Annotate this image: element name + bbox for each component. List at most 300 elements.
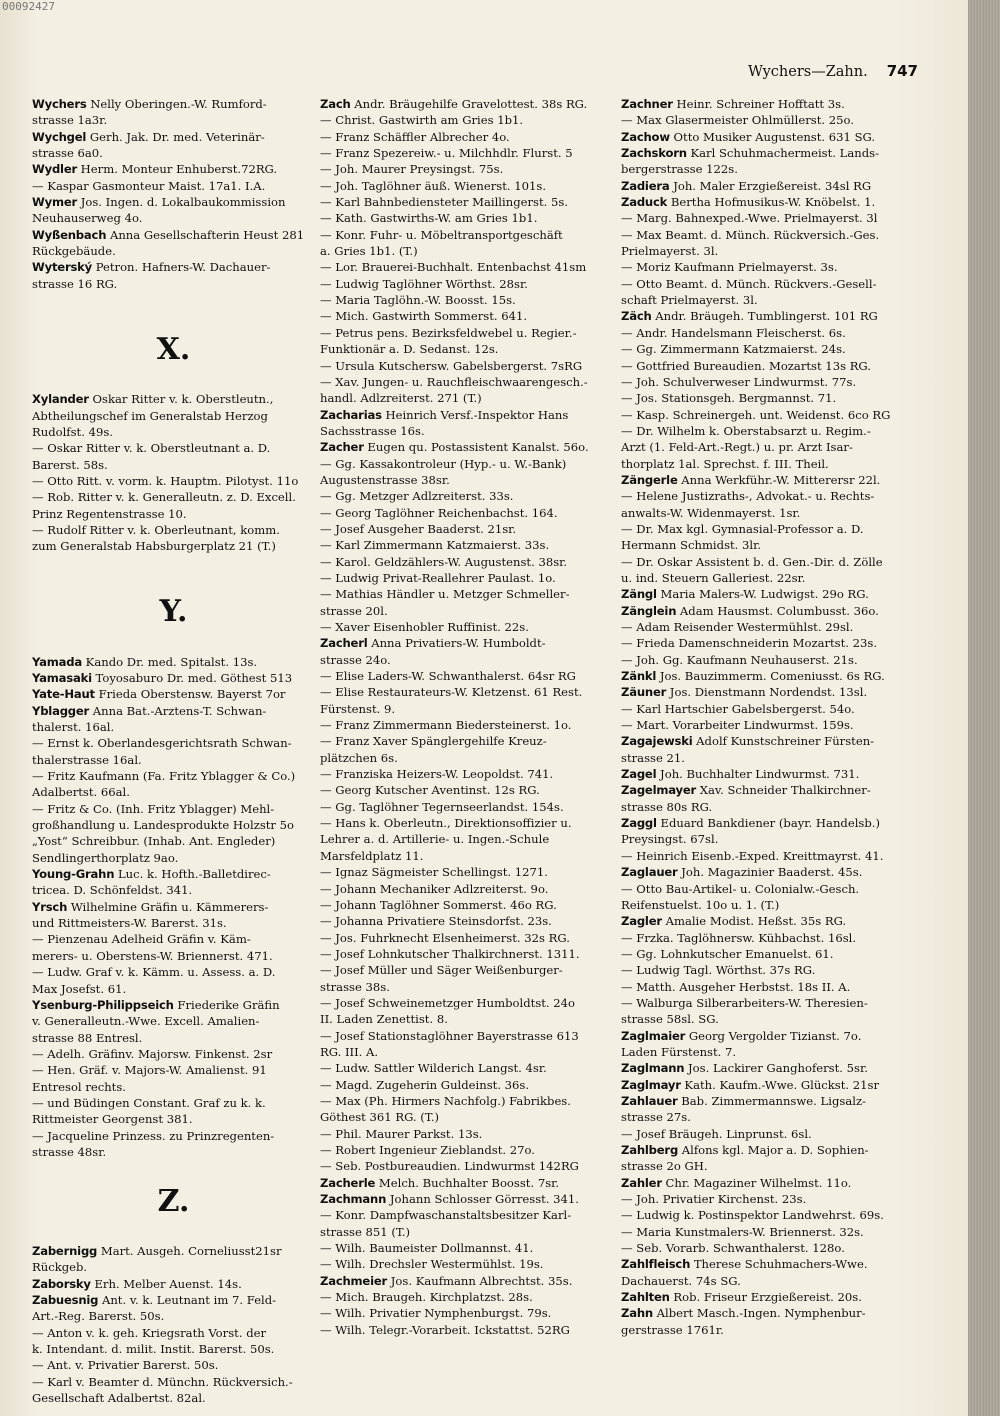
entry-line <box>32 1062 315 1078</box>
entry-line <box>320 505 613 521</box>
directory-entry <box>621 1028 918 1044</box>
entry-text: strasse 2o GH. <box>621 1159 708 1174</box>
spacer <box>32 308 315 324</box>
entry-text: Lehrer a. d. Artillerie- u. Ingen.-Schule <box>320 832 550 847</box>
entry-line <box>32 506 315 522</box>
spacer <box>32 375 315 391</box>
entry-text: zum Generalstab Habsburgerplatz 21 (T.) <box>32 539 276 554</box>
entry-text: strasse 24o. <box>320 652 391 667</box>
entry-text: — Ursula Kutschersw. Gabelsbergerst. 7sRG <box>320 358 583 373</box>
entry-text: — Seb. Postbureaudien. Lindwurmst 142RG <box>320 1159 579 1174</box>
entry-line <box>621 374 918 390</box>
directory-entry <box>621 1289 918 1305</box>
entry-line <box>32 752 315 768</box>
entry-line <box>621 1011 918 1027</box>
entry-text: tricea. D. Schönfeldst. 341. <box>32 883 193 898</box>
entry-text: — Gg. Taglöhner Tegernseerlandst. 154s. <box>320 799 564 814</box>
entry-text: gerstrasse 1761r. <box>621 1322 724 1337</box>
entry-text: — Kaspar Gasmonteur Maist. 17a1. I.A. <box>32 178 266 193</box>
entry-text: — Franz Spezereiw.- u. Milchhdlr. Flurst. 5 <box>320 146 573 161</box>
entry-text: Nelly Oberingen.-W. Rumford- <box>86 97 267 111</box>
entry-surname: Yrsch <box>32 899 68 914</box>
spacer <box>32 1227 315 1243</box>
entry-text: — Maria Kunstmalers-W. Briennerst. 32s. <box>621 1224 864 1239</box>
entry-line <box>320 930 613 946</box>
entry-line <box>32 178 315 194</box>
entry-text: Toyosaburo Dr. med. Göthest 513 <box>91 670 293 685</box>
entry-text: Joh. Buchhalter Lindwurmst. 731. <box>656 767 860 782</box>
entry-line <box>320 1256 613 1272</box>
entry-line <box>621 979 918 995</box>
entry-line <box>32 915 315 931</box>
entry-surname: Wydler <box>32 162 77 177</box>
entry-line <box>621 1191 918 1207</box>
entry-surname: Zabernigg <box>32 1243 98 1258</box>
entry-line <box>32 522 315 538</box>
entry-line <box>32 964 315 980</box>
entry-line <box>621 619 918 635</box>
spacer <box>32 292 315 308</box>
entry-text: — Mathias Händler u. Metzger Schmeller- <box>320 587 570 602</box>
entry-line <box>320 276 613 292</box>
directory-entry <box>32 654 315 670</box>
entry-text: — Hans k. Oberleutn., Direktionsoffizier u. <box>320 816 572 831</box>
entry-text: strasse 80s RG. <box>621 799 713 814</box>
entry-text: k. Intendant. d. milit. Instit. Barerst. 50s. <box>32 1342 275 1357</box>
entry-line <box>320 1060 613 1076</box>
entry-surname: Zacharias <box>320 407 382 422</box>
entry-text: Prielmayerst. 3l. <box>621 244 719 259</box>
entry-line <box>320 488 613 504</box>
directory-entry <box>621 733 918 749</box>
entry-line <box>320 864 613 880</box>
entry-line <box>320 1207 613 1223</box>
directory-entry <box>32 686 315 702</box>
entry-surname: Zaduck <box>621 195 668 210</box>
entry-line <box>621 946 918 962</box>
entry-line <box>32 408 315 424</box>
entry-surname: Zahlberg <box>621 1143 679 1157</box>
entry-line <box>621 635 918 651</box>
entry-surname: Yamada <box>32 654 82 669</box>
entry-text: — Dr. Oskar Assistent b. d. Gen.-Dir. d. Zölle <box>621 554 883 569</box>
entry-line <box>32 145 315 161</box>
entry-text: — Josef Ausgeher Baaderst. 21sr. <box>320 521 517 536</box>
entry-surname: Zachmeier <box>320 1273 388 1288</box>
entry-text: großhandlung u. Landesprodukte Holzstr 5o <box>32 818 295 833</box>
entry-text: Jos. Bauzimmerm. Comeniusst. 6s RG. <box>656 669 885 684</box>
entry-text: — Joh. Gg. Kaufmann Neuhauserst. 21s. <box>621 652 858 667</box>
entry-text: — Johann Mechaniker Adlzreiterst. 9o. <box>320 881 549 896</box>
entry-text: Heinrich Versf.-Inspektor Hans <box>381 407 569 422</box>
directory-entry <box>32 161 315 177</box>
directory-entry <box>621 1175 918 1191</box>
entry-surname: Zagler <box>621 914 662 929</box>
entry-text: — Fritz & Co. (Inh. Fritz Yblagger) Mehl- <box>32 801 275 816</box>
entry-line <box>621 1207 918 1223</box>
entry-text: — Frzka. Taglöhnersw. Kühbachst. 16sl. <box>621 930 857 945</box>
entry-text: — Josef Stationstaglöhner Bayerstrasse 613 <box>320 1028 579 1043</box>
entry-text: — Johann Taglöhner Sommerst. 46o RG. <box>320 897 557 912</box>
entry-line <box>320 815 613 831</box>
entry-text: — Karl Zimmermann Katzmaierst. 33s. <box>320 538 550 553</box>
entry-line <box>320 210 613 226</box>
entry-line <box>320 848 613 864</box>
entry-line <box>32 882 315 898</box>
entry-line <box>621 831 918 847</box>
entry-line <box>32 1013 315 1029</box>
entry-line <box>621 554 918 570</box>
entry-surname: Zagajewski <box>621 734 693 749</box>
entry-text: — Karl Bahnbediensteter Maillingerst. 5s. <box>320 195 569 210</box>
entry-line <box>621 701 918 717</box>
directory-entry <box>621 1256 918 1272</box>
directory-entry <box>621 1077 918 1093</box>
entry-text: Max Josefst. 61. <box>32 981 127 996</box>
entry-text: Joh. Maler Erzgießereist. 34sl RG <box>669 178 872 193</box>
entry-text: Arzt (1. Feld-Art.-Regt.) u. pr. Arzt Isar- <box>621 440 853 455</box>
entry-text: — Oskar Ritter v. k. Oberstleutnant a. D. <box>32 441 271 456</box>
entry-line <box>320 1158 613 1174</box>
entry-line <box>320 390 613 406</box>
entry-text: Anna Werkführ.-W. Mitterersr 22l. <box>677 472 881 487</box>
entry-line <box>320 341 613 357</box>
entry-line <box>320 1093 613 1109</box>
entry-text: — Wilh. Drechsler Westermühlst. 19s. <box>320 1257 544 1272</box>
entry-text: — Andr. Handelsmann Fleischerst. 6s. <box>621 325 846 340</box>
entry-text: thalerstrasse 16al. <box>32 752 142 767</box>
entry-line <box>32 801 315 817</box>
entry-text: — Christ. Gastwirth am Gries 1b1. <box>320 113 524 128</box>
entry-surname: Young-Grahn <box>32 867 115 882</box>
entry-text: — Mich. Gastwirth Sommerst. 641. <box>320 309 528 324</box>
entry-line <box>32 538 315 554</box>
directory-entry <box>32 1292 315 1308</box>
entry-text: — Walburga Silberarbeiters-W. Theresien- <box>621 995 868 1010</box>
directory-entry <box>32 129 315 145</box>
entry-text: Heinr. Schreiner Hofftatt 3s. <box>672 97 845 111</box>
scan-id: 00092427 <box>2 0 55 13</box>
entry-line <box>621 995 918 1011</box>
entry-text: Augustenstrasse 38sr. <box>320 472 450 487</box>
entry-text: — Helene Justizraths-, Advokat.- u. Rechts- <box>621 489 875 504</box>
entry-text: — Seb. Vorarb. Schwanthalerst. 128o. <box>621 1241 845 1256</box>
entry-line <box>320 570 613 586</box>
directory-entry <box>32 997 315 1013</box>
entry-surname: Zahn <box>621 1306 653 1321</box>
entry-surname: Yamasaki <box>32 670 92 685</box>
entry-line <box>320 1044 613 1060</box>
entry-line <box>32 210 315 226</box>
entry-line <box>320 325 613 341</box>
entry-line <box>32 243 315 259</box>
directory-entry <box>621 96 918 112</box>
entry-text: — Anton v. k. geh. Kriegsrath Vorst. der <box>32 1325 267 1340</box>
entry-surname: Xylander <box>32 392 89 407</box>
entry-line <box>621 1240 918 1256</box>
entry-text: — Ludwig k. Postinspektor Landwehrst. 69s. <box>621 1208 884 1223</box>
directory-entry <box>320 635 613 651</box>
column-right <box>621 96 918 1338</box>
entry-line <box>320 1077 613 1093</box>
entry-text: — Elise Laders-W. Schwanthalerst. 64sr RG <box>320 669 576 684</box>
entry-surname: Zänkl <box>621 669 657 684</box>
entry-text: — Ludw. Graf v. k. Kämm. u. Assess. a. D. <box>32 965 276 980</box>
directory-entry <box>621 472 918 488</box>
entry-text: — Ludwig Privat-Reallehrer Paulast. 1o. <box>320 570 556 585</box>
entry-line <box>320 308 613 324</box>
entry-text: „Yost“ Schreibbur. (Inhab. Ant. Engleder) <box>32 834 276 849</box>
spacer <box>32 571 315 587</box>
entry-line <box>320 668 613 684</box>
entry-line <box>621 1109 918 1125</box>
entry-text: Jos. Dienstmann Nordendst. 13sl. <box>666 685 868 700</box>
entry-line <box>320 537 613 553</box>
entry-text: — Ludw. Sattler Wilderich Langst. 4sr. <box>320 1061 547 1076</box>
entry-text: RG. III. A. <box>320 1044 379 1059</box>
directory-entry <box>621 194 918 210</box>
entry-line <box>32 1079 315 1095</box>
entry-line <box>320 799 613 815</box>
entry-text: Xav. Schneider Thalkirchner- <box>696 783 871 798</box>
entry-text: u. ind. Steuern Galleriest. 22sr. <box>621 570 806 585</box>
spacer <box>32 1160 315 1176</box>
entry-text: — Elise Restaurateurs-W. Kletzenst. 61 Rest. <box>320 685 583 700</box>
entry-text: Eduard Bankdiener (bayr. Handelsb.) <box>656 816 880 831</box>
column-middle <box>320 96 613 1338</box>
entry-line <box>621 292 918 308</box>
entry-text: Fürstenst. 9. <box>320 701 396 716</box>
entry-text: — Ernst k. Oberlandesgerichtsrath Schwan- <box>32 736 292 751</box>
entry-text: Karl Schuhmachermeist. Lands- <box>686 146 880 161</box>
entry-text: plätzchen 6s. <box>320 750 398 765</box>
entry-line <box>32 931 315 947</box>
section-letter: Z. <box>157 1183 190 1219</box>
entry-surname: Zagel <box>621 767 657 782</box>
entry-text: Bab. Zimmermannswe. Ligsalz- <box>677 1093 866 1108</box>
entry-text: Reifenstuelst. 10o u. 1. (T.) <box>621 897 780 912</box>
entry-text: a. Gries 1b1. (T.) <box>320 244 418 259</box>
entry-text: Frieda Oberstensw. Bayerst 7or <box>94 687 286 702</box>
entry-text: Funktionär a. D. Sedanst. 12s. <box>320 342 499 357</box>
entry-text: Anna Privatiers-W. Humboldt- <box>367 636 546 651</box>
entry-text: — Pienzenau Adelheid Gräfin v. Käm- <box>32 932 251 947</box>
entry-text: strasse 48sr. <box>32 1144 107 1159</box>
entry-text: — Robert Ingenieur Zieblandst. 27o. <box>320 1143 535 1157</box>
entry-text: Rückgeb. <box>32 1260 88 1275</box>
entry-text: thorplatz 1al. Sprechst. f. III. Theil. <box>621 456 829 471</box>
entry-line <box>320 946 613 962</box>
directory-entry <box>320 1273 613 1289</box>
directory-entry <box>32 670 315 686</box>
entry-line <box>32 1046 315 1062</box>
entry-surname: Ysenburg-Philippseich <box>32 997 174 1012</box>
entry-text: Prinz Regentenstrasse 10. <box>32 506 187 521</box>
entry-line <box>320 243 613 259</box>
entry-line <box>621 717 918 733</box>
entry-line <box>32 457 315 473</box>
entry-text: Rittmeister Georgenst 381. <box>32 1112 193 1127</box>
entry-text: Adalbertst. 66al. <box>32 785 130 800</box>
entry-line <box>621 1044 918 1060</box>
entry-text: — Konr. Fuhr- u. Möbeltransportgeschäft <box>320 227 563 242</box>
entry-text: Neuhauserweg 4o. <box>32 211 143 226</box>
entry-text: v. Generalleutn.-Wwe. Excell. Amalien- <box>32 1014 260 1029</box>
entry-surname: Wyßenbach <box>32 227 107 242</box>
entry-text: Petron. Hafners-W. Dachauer- <box>92 260 271 275</box>
entry-line <box>32 1341 315 1357</box>
entry-surname: Zängerle <box>621 472 678 487</box>
book-page-edges <box>968 0 1000 1416</box>
entry-line <box>32 1030 315 1046</box>
entry-line <box>32 1095 315 1111</box>
entry-surname: Zahlauer <box>621 1093 678 1108</box>
entry-text: merers- u. Oberstens-W. Briennerst. 471. <box>32 948 273 963</box>
entry-text: strasse 88 Entresl. <box>32 1030 143 1045</box>
entry-line <box>320 1028 613 1044</box>
entry-text: Georg Vergolder Tizianst. 7o. <box>685 1028 862 1043</box>
entry-line <box>320 962 613 978</box>
entry-surname: Zänglein <box>621 603 677 618</box>
entry-text: Sendlingerthorplatz 9ao. <box>32 850 179 865</box>
entry-line <box>32 948 315 964</box>
entry-line <box>320 766 613 782</box>
entry-line <box>32 850 315 866</box>
entry-line <box>32 1357 315 1373</box>
directory-entry <box>320 1175 613 1191</box>
directory-entry <box>32 899 315 915</box>
entry-text: strasse 6a0. <box>32 146 103 161</box>
directory-entry <box>32 703 315 719</box>
entry-text: — Gg. Zimmermann Katzmaierst. 24s. <box>621 342 846 357</box>
entry-surname: Zachow <box>621 129 670 144</box>
entry-text: strasse 851 (T.) <box>320 1224 411 1239</box>
entry-line <box>621 1158 918 1174</box>
entry-line <box>621 358 918 374</box>
directory-entry <box>621 1093 918 1109</box>
entry-line <box>320 259 613 275</box>
entry-text: Albert Masch.-Ingen. Nymphenbur- <box>652 1306 866 1321</box>
entry-line <box>32 1144 315 1160</box>
entry-line <box>320 701 613 717</box>
directory-entry <box>32 391 315 407</box>
entry-text: Kath. Kaufm.-Wwe. Glückst. 21sr <box>680 1077 880 1092</box>
directory-entry <box>320 439 613 455</box>
entry-line <box>320 750 613 766</box>
entry-surname: Zabuesnig <box>32 1293 99 1307</box>
entry-line <box>320 227 613 243</box>
entry-text: Bertha Hofmusikus-W. Knöbelst. 1. <box>667 195 876 210</box>
entry-line <box>320 979 613 995</box>
entry-line <box>320 603 613 619</box>
entry-text: Amalie Modist. Heßst. 35s RG. <box>661 914 847 929</box>
directory-entry <box>621 1142 918 1158</box>
entry-line <box>320 1109 613 1125</box>
entry-text: Entresol rechts. <box>32 1079 126 1094</box>
entry-surname: Zäch <box>621 309 652 324</box>
entry-line <box>621 456 918 472</box>
entry-text: — Joh. Privatier Kirchenst. 23s. <box>621 1192 807 1207</box>
directory-entry <box>621 1305 918 1321</box>
entry-line <box>621 161 918 177</box>
entry-text: — Joh. Maurer Preysingst. 75s. <box>320 162 504 177</box>
entry-text: — Heinrich Eisenb.-Exped. Kreittmayrst. 41. <box>621 848 884 863</box>
entry-surname: Zachmann <box>320 1192 387 1207</box>
entry-text: — Franz Schäffler Albrecher 4o. <box>320 129 510 144</box>
entry-line <box>320 717 613 733</box>
entry-surname: Wymer <box>32 195 78 210</box>
entry-text: Jos. Ingen. d. Lokalbaukommission <box>77 195 286 210</box>
entry-line <box>320 472 613 488</box>
entry-text: — Joh. Schulverweser Lindwurmst. 77s. <box>621 374 857 389</box>
entry-text: — Adam Reisender Westermühlst. 29sl. <box>621 620 854 634</box>
entry-line <box>320 684 613 700</box>
entry-text: — Josef Lohnkutscher Thalkirchnerst. 1311. <box>320 946 580 961</box>
entry-text: — Gg. Metzger Adlzreiterst. 33s. <box>320 489 514 504</box>
entry-line <box>32 489 315 505</box>
entry-line <box>32 719 315 735</box>
entry-text: thalerst. 16al. <box>32 720 115 734</box>
entry-line <box>32 1111 315 1127</box>
entry-text: — Ant. v. Privatier Barerst. 50s. <box>32 1358 219 1373</box>
entry-line <box>621 407 918 423</box>
entry-text: — Frieda Damenschneiderin Mozartst. 23s. <box>621 636 878 651</box>
entry-text: — Josef Bräugeh. Linprunst. 6sl. <box>621 1126 812 1141</box>
entry-line <box>621 243 918 259</box>
entry-text: und Rittmeisters-W. Barerst. 31s. <box>32 916 227 931</box>
entry-text: strasse 21. <box>621 750 685 765</box>
directory-entry <box>621 684 918 700</box>
entry-text: — Fritz Kaufmann (Fa. Fritz Yblagger & Co.) <box>32 769 296 784</box>
entry-surname: Zaborsky <box>32 1276 91 1291</box>
entry-text: Otto Musiker Augustenst. 631 SG. <box>669 129 876 144</box>
page-header <box>748 62 918 80</box>
entry-line <box>32 1374 315 1390</box>
entry-text: — Max (Ph. Hirmers Nachfolg.) Fabrikbes. <box>320 1093 571 1108</box>
entry-text: Jos. Lackirer Ganghoferst. 5sr. <box>684 1061 868 1076</box>
entry-line <box>320 1305 613 1321</box>
directory-entry <box>621 586 918 602</box>
entry-text: Friederike Gräfin <box>173 997 280 1012</box>
entry-line <box>320 1126 613 1142</box>
entry-text: — Dr. Wilhelm k. Oberstabsarzt u. Regim.- <box>621 423 871 438</box>
entry-text: Preysingst. 67sl. <box>621 832 719 847</box>
entry-text: — Rob. Ritter v. k. Generalleutn. z. D. Excell. <box>32 490 296 505</box>
entry-text: Andr. Bräugeh. Tumblingerst. 101 RG <box>651 309 878 324</box>
directory-entry <box>621 178 918 194</box>
entry-line <box>32 981 315 997</box>
entry-surname: Wychers <box>32 97 87 111</box>
entry-text: — Georg Kutscher Aventinst. 12s RG. <box>320 783 540 798</box>
entry-surname: Wychgel <box>32 129 87 144</box>
entry-line <box>32 473 315 489</box>
entry-line <box>621 112 918 128</box>
entry-line <box>320 292 613 308</box>
entry-line <box>621 570 918 586</box>
entry-text: — Konr. Dampfwaschanstaltsbesitzer Karl- <box>320 1208 572 1223</box>
entry-line <box>32 817 315 833</box>
entry-line <box>320 586 613 602</box>
entry-surname: Zacherl <box>320 636 368 651</box>
entry-text: — und Büdingen Constant. Graf zu k. k. <box>32 1095 266 1110</box>
entry-text: — Magd. Zugeherin Guldeinst. 36s. <box>320 1077 530 1092</box>
entry-text: — Gottfried Bureaudien. Mozartst 13s RG. <box>621 358 871 373</box>
entry-line <box>621 848 918 864</box>
entry-text: — Max Glasermeister Ohlmüllerst. 25o. <box>621 113 854 128</box>
entry-text: — Petrus pens. Bezirksfeldwebel u. Regier.- <box>320 325 577 340</box>
directory-entry <box>32 1243 315 1259</box>
entry-surname: Zachner <box>621 97 673 111</box>
